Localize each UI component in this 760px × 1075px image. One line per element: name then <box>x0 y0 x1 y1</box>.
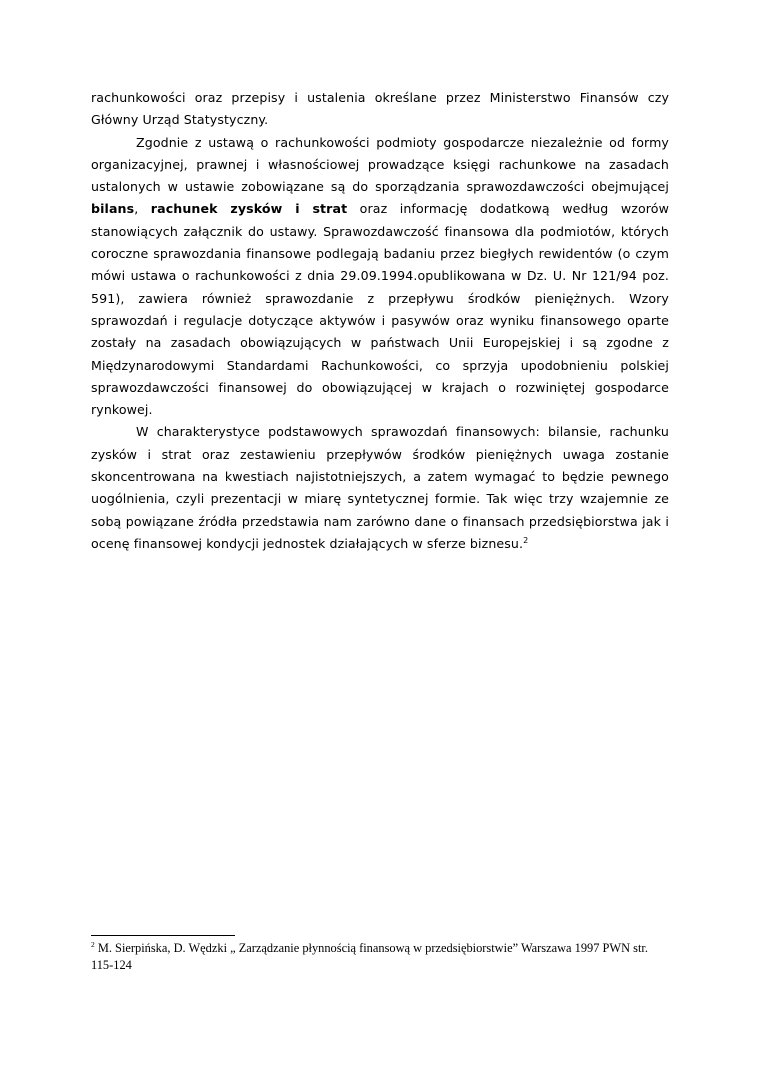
paragraph-2-separator: , <box>134 201 151 217</box>
paragraph-1 <box>91 87 669 132</box>
body-text <box>91 87 669 555</box>
footnote <box>91 940 669 973</box>
paragraph-3-text: W charakterystyce podstawowych sprawozdań finansowych: bilansie, rachunku zysków i strat oraz zestawieniu przepływów środków pieniężnych uwaga zostanie skoncentrowana na kwestiach najistotniejszych, a zatem wymagać to będzie pewnego uogólnienia, czyli prezentacji w miarę syntetycznej formie. Tak więc trzy wzajemnie ze sobą powiązane źródła przedstawia nam zarówno dane o finansach przedsiębiorstwa jak i ocenę finansowej kondycji jednostek działających w sferze biznesu. <box>91 424 669 551</box>
paragraph-2-text-start: Zgodnie z ustawą o rachunkowości podmioty gospodarcze niezależnie od formy organizacyjnej, prawnej i własnościowej prowadzące księgi rachunkowe na zasadach ustalonych w ustawie zobowiązane są do sporządzania sprawozdawczości obejmującej <box>91 134 669 195</box>
paragraph-1-text: rachunkowości oraz przepisy i ustalenia określane przez Ministerstwo Finansów czy Główny Urząd Statystyczny. <box>91 90 669 128</box>
paragraph-2-text-end: oraz informację dodatkową według wzorów stanowiących załącznik do ustawy. Sprawozdawczość finansowa dla podmiotów, których coroczne sprawozdania finansowe podlegają badaniu przez biegłych rewidentów (o czym mówi ustawa o rachunkowości z dnia 29.09.1994.opublikowana w Dz. U. Nr 121/94 poz. 591), zawiera również sprawozdanie z przepływu środków pieniężnych. Wzory sprawozdań i regulacje dotyczące aktywów i pasywów oraz wyniku finansowego oparte zostały na zasadach obowiązujących w państwach Unii Europejskiej i są zgodne z Międzynarodowymi Standardami Rachunkowości, co sprzyja upodobnieniu polskiej sprawozdawczości finansowej do obowiązującej w krajach o rozwiniętej gospodarce rynkowej. <box>91 201 669 418</box>
footnote-reference[interactable]: 2 <box>523 535 529 545</box>
paragraph-3 <box>91 421 669 555</box>
footnote-number: 2 <box>91 939 95 949</box>
paragraph-2 <box>91 132 669 422</box>
bold-term-rachunek: rachunek zysków i strat <box>150 201 348 217</box>
footnote-text: M. Sierpińska, D. Wędzki „ Zarządzanie płynnością finansową w przedsiębiorstwie” Warszawa 1997 PWN str. 115-124 <box>91 941 648 972</box>
footnote-separator <box>91 935 235 936</box>
bold-term-bilans: bilans <box>91 201 135 217</box>
